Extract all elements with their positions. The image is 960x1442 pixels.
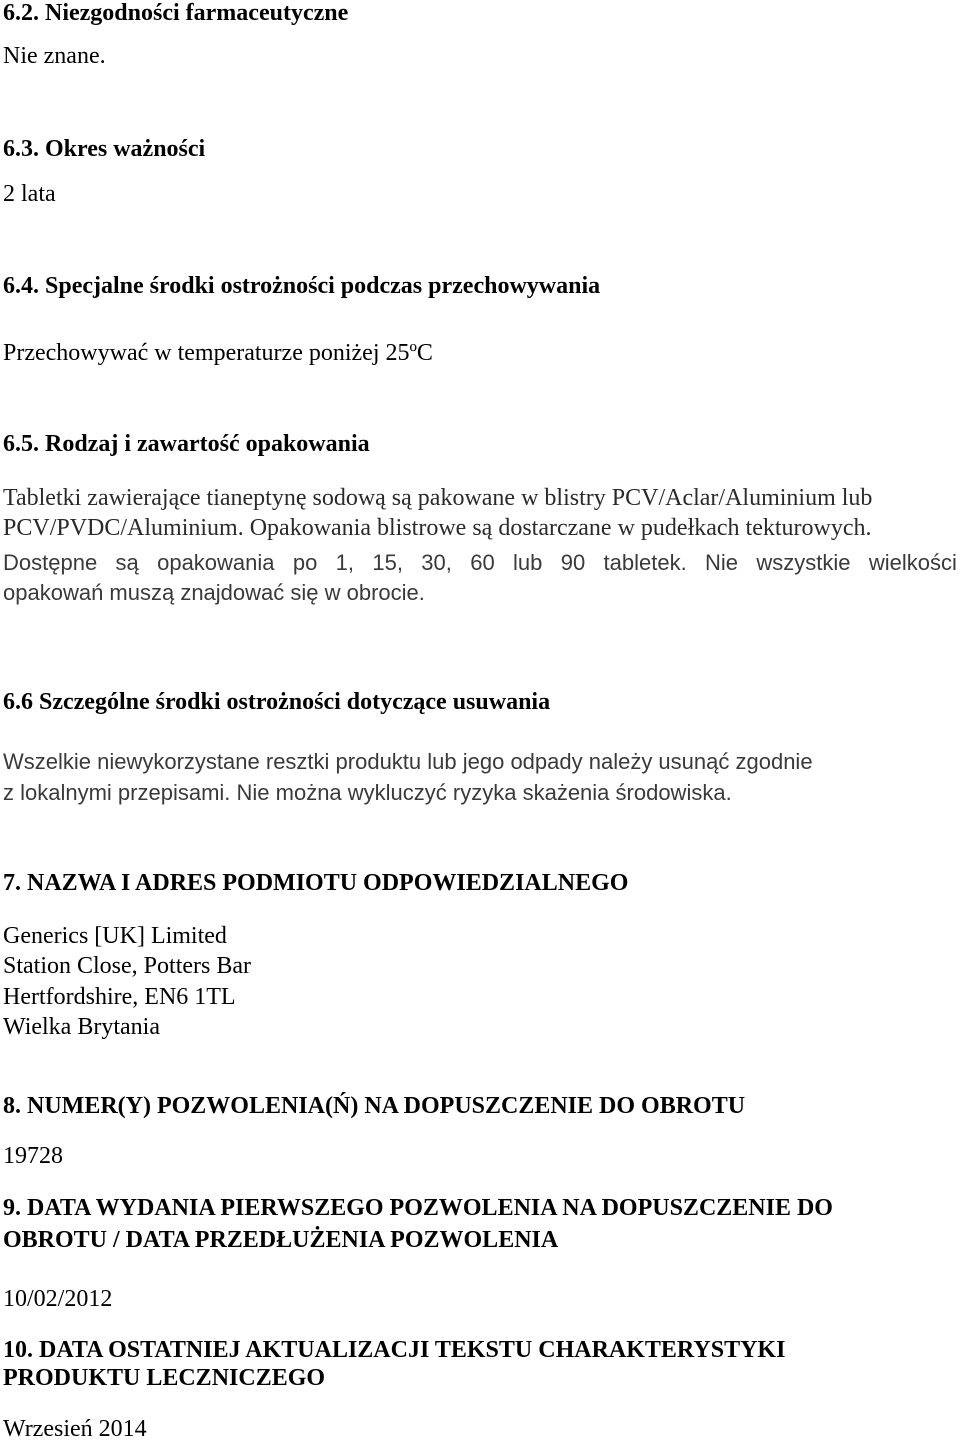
justified-word: 30, xyxy=(421,550,452,575)
section-text-6-6-line-1: Wszelkie niewykorzystane resztki produktu lub jego odpady należy usunąć zgodnie xyxy=(3,749,813,774)
justified-word: lub xyxy=(513,550,543,575)
justified-word: 15, xyxy=(372,550,403,575)
section-heading-7: 7. NAZWA I ADRES PODMIOTU ODPOWIEDZIALNEGO xyxy=(3,870,629,896)
section-text-6-5-line-1: Tabletki zawierające tianeptynę sodową są pakowane w blistry PCV/Aclar/Aluminium lub xyxy=(3,485,873,511)
section-text-6-4: Przechowywać w temperaturze poniżej 25ºC xyxy=(3,340,433,366)
section-heading-10-line-2: PRODUKTU LECZNICZEGO xyxy=(3,1365,326,1391)
section-text-6-5-line-4: opakowań muszą znajdować się w obrocie. xyxy=(3,580,425,605)
section-text-6-5-line-2: PCV/PVDC/Aluminium. Opakowania blistrowe są dostarczane w pudełkach tekturowych. xyxy=(3,515,872,541)
section-heading-6-3: 6.3. Okres ważności xyxy=(3,136,206,162)
justified-word: opakowania xyxy=(157,550,275,575)
justified-word: wielkości xyxy=(868,550,957,575)
justified-word: 60 xyxy=(470,550,495,575)
section-text-6-2: Nie znane. xyxy=(3,43,106,69)
section-heading-6-2: 6.2. Niezgodności farmaceutyczne xyxy=(3,0,349,26)
address-line: Hertfordshire, EN6 1TL xyxy=(3,984,236,1010)
section-heading-10-line-1: 10. DATA OSTATNIEJ AKTUALIZACJI TEKSTU CHARAKTERYSTYKI xyxy=(3,1337,786,1363)
first-authorisation-date: 10/02/2012 xyxy=(3,1286,113,1312)
justified-word: 90 xyxy=(560,550,586,575)
authorisation-number: 19728 xyxy=(3,1143,63,1169)
section-heading-9-line-2: OBROTU / DATA PRZEDŁUŻENIA POZWOLENIA xyxy=(3,1227,559,1253)
justified-word: są xyxy=(115,550,139,575)
justified-word: 1, xyxy=(335,550,355,575)
section-text-6-3: 2 lata xyxy=(3,181,56,207)
justified-word: wszystkie xyxy=(756,550,851,575)
address-line: Station Close, Potters Bar xyxy=(3,953,251,979)
justified-word: po xyxy=(292,550,318,575)
section-text-6-5-line-3 xyxy=(3,552,957,574)
justified-word: Nie xyxy=(705,550,739,575)
section-heading-8: 8. NUMER(Y) POZWOLENIA(Ń) NA DOPUSZCZENIE DO OBROTU xyxy=(3,1093,746,1119)
section-text-6-6-line-2: z lokalnymi przepisami. Nie można wykluczyć ryzyka skażenia środowiska. xyxy=(3,780,732,805)
justified-word: Dostępne xyxy=(3,550,98,575)
address-line: Wielka Brytania xyxy=(3,1014,160,1040)
address-line: Generics [UK] Limited xyxy=(3,923,227,949)
section-heading-6-6: 6.6 Szczególne środki ostrożności dotyczące usuwania xyxy=(3,689,551,715)
revision-date: Wrzesień 2014 xyxy=(3,1416,147,1442)
justified-word: tabletek. xyxy=(603,550,687,575)
section-heading-6-5: 6.5. Rodzaj i zawartość opakowania xyxy=(3,431,370,457)
section-heading-6-4: 6.4. Specjalne środki ostrożności podczas przechowywania xyxy=(3,273,601,299)
section-heading-9-line-1: 9. DATA WYDANIA PIERWSZEGO POZWOLENIA NA DOPUSZCZENIE DO xyxy=(3,1195,833,1221)
